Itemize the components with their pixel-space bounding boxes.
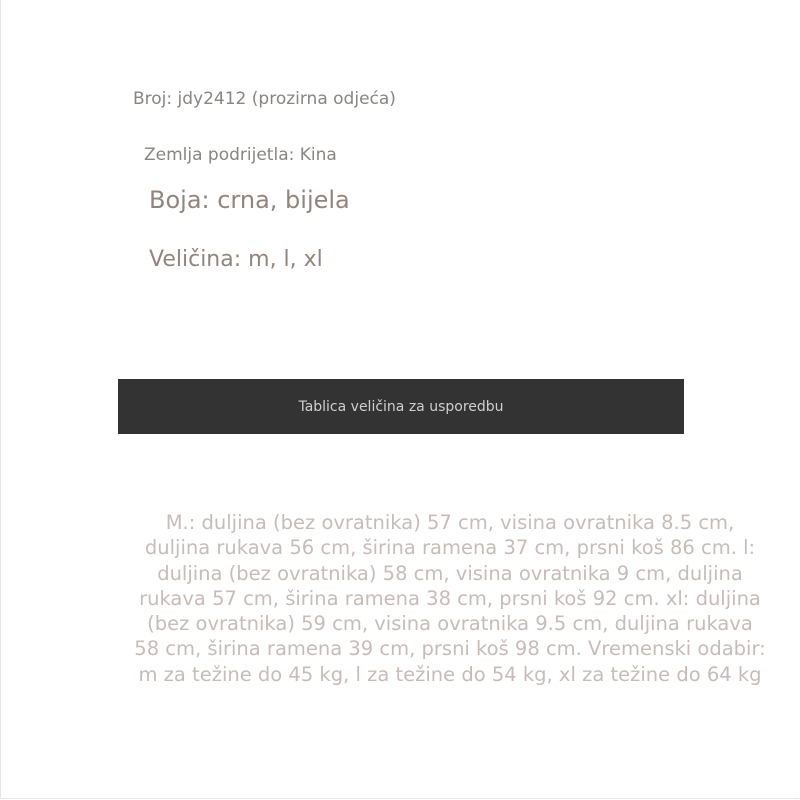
product-number: Broj: jdy2412 (prozirna odjeća) xyxy=(133,89,396,109)
size-chart-banner-label: Tablica veličina za usporedbu xyxy=(298,398,504,415)
description-line: duljina (bez ovratnika) 58 cm, visina ovratnika 9 cm, duljina xyxy=(157,561,743,585)
size-description xyxy=(120,510,780,687)
product-colors: Boja: crna, bijela xyxy=(149,186,350,214)
country-of-origin: Zemlja podrijetla: Kina xyxy=(144,145,337,165)
description-line: (bez ovratnika) 59 cm, visina ovratnika 9.5 cm, duljina rukava xyxy=(147,612,753,636)
description-line: duljina rukava 56 cm, širina ramena 37 cm, prsni koš 86 cm. l: xyxy=(144,536,756,560)
description-line: m za težine do 45 kg, l za težine do 54 kg, xl za težine do 64 kg xyxy=(138,662,762,686)
description-line: 58 cm, širina ramena 39 cm, prsni koš 98 cm. Vremenski odabir: xyxy=(134,637,766,661)
description-line: rukava 57 cm, širina ramena 38 cm, prsni koš 92 cm. xl: duljina xyxy=(139,586,761,610)
description-line: M.: duljina (bez ovratnika) 57 cm, visina ovratnika 8.5 cm, xyxy=(165,511,735,534)
size-chart-banner xyxy=(118,379,684,434)
product-sizes: Veličina: m, l, xl xyxy=(149,247,323,272)
